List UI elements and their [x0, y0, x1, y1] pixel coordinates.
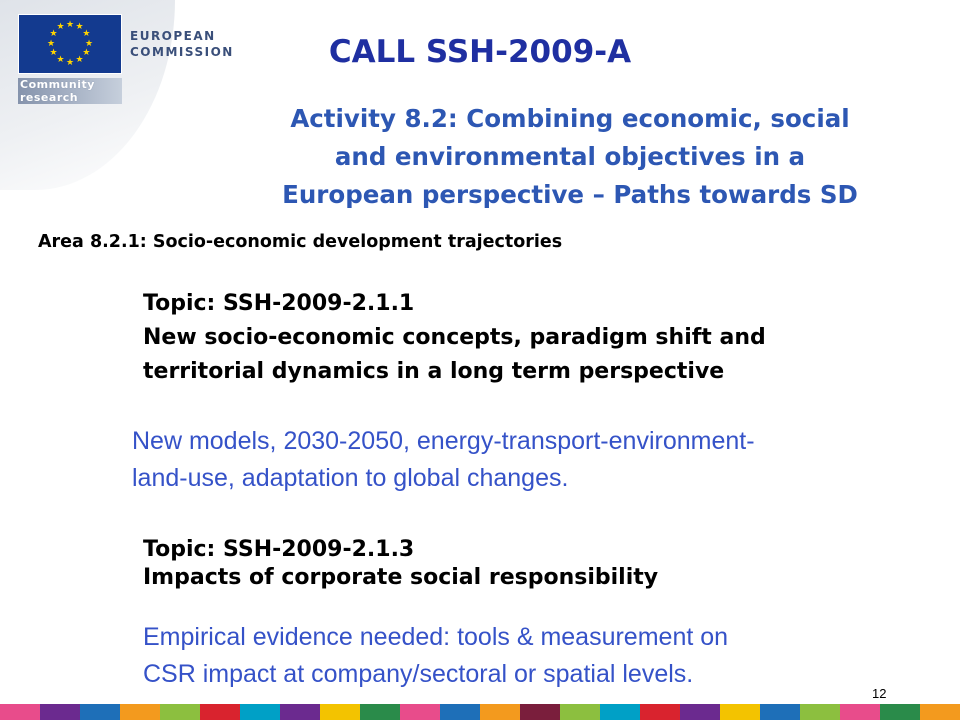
stripe-segment: [600, 704, 640, 720]
star-icon: ★: [65, 19, 75, 30]
stripe-segment: [480, 704, 520, 720]
stripe-segment: [680, 704, 720, 720]
stripe-segment: [520, 704, 560, 720]
star-icon: ★: [49, 29, 58, 39]
color-stripe-footer: [0, 704, 960, 720]
topic-2-title-line: Impacts of corporate social responsibility: [143, 565, 659, 590]
stripe-segment: [280, 704, 320, 720]
stripe-segment: [320, 704, 360, 720]
stripe-segment: [120, 704, 160, 720]
stripe-segment: [240, 704, 280, 720]
stripe-segment: [840, 704, 880, 720]
stripe-segment: [360, 704, 400, 720]
ec-logo: [18, 14, 234, 104]
subtitle-line: European perspective – Paths towards SD: [282, 180, 858, 209]
logo-line-1: EUROPEAN: [130, 29, 216, 43]
subtitle-line: and environmental objectives in a: [334, 142, 806, 171]
stripe-segment: [200, 704, 240, 720]
stripe-segment: [720, 704, 760, 720]
star-icon: ★: [82, 48, 91, 58]
topic-2-heading: [143, 533, 953, 595]
page-number: 12: [872, 686, 887, 701]
topic-1-desc-line: New models, 2030-2050, energy-transport-environment-: [132, 427, 755, 455]
slide-subtitle: [180, 100, 960, 214]
area-heading: Area 8.2.1: Socio-economic development trajectories: [38, 232, 563, 252]
topic-1-heading: [143, 287, 953, 389]
topic-2-description: [143, 619, 728, 693]
star-icon: ★: [82, 29, 91, 39]
topic-2-code: Topic: SSH-2009-2.1.3: [143, 537, 415, 562]
stripe-segment: [920, 704, 960, 720]
subtitle-line: Activity 8.2: Combining economic, social: [290, 104, 850, 133]
topic-2-desc-line: CSR impact at company/sectoral or spatial levels.: [143, 660, 694, 688]
topic-1-title-line: territorial dynamics in a long term perspective: [143, 359, 725, 384]
logo-subtitle: Community research: [18, 78, 122, 104]
topic-1-code: Topic: SSH-2009-2.1.1: [143, 291, 415, 316]
topic-1-desc-line: land-use, adaptation to global changes.: [132, 464, 569, 492]
logo-line-2: COMMISSION: [130, 45, 234, 59]
star-icon: ★: [75, 54, 84, 65]
star-icon: ★: [75, 22, 84, 33]
stripe-segment: [800, 704, 840, 720]
slide-title: CALL SSH-2009-A: [328, 34, 632, 70]
stripe-segment: [760, 704, 800, 720]
stripe-segment: [400, 704, 440, 720]
stripe-segment: [0, 704, 40, 720]
star-icon: ★: [56, 54, 65, 65]
star-icon: ★: [65, 57, 75, 68]
star-icon: ★: [84, 38, 94, 49]
stripe-segment: [560, 704, 600, 720]
topic-1-title-line: New socio-economic concepts, paradigm shift and: [143, 325, 766, 350]
stripe-segment: [440, 704, 480, 720]
star-icon: ★: [46, 38, 56, 49]
star-icon: ★: [49, 48, 58, 58]
stripe-segment: [880, 704, 920, 720]
eu-flag-icon: [18, 14, 122, 74]
star-icon: ★: [56, 22, 65, 33]
topic-1-description: [132, 423, 755, 497]
stripe-segment: [40, 704, 80, 720]
stripe-segment: [160, 704, 200, 720]
stripe-segment: [80, 704, 120, 720]
topic-2-desc-line: Empirical evidence needed: tools & measurement on: [143, 623, 729, 651]
stripe-segment: [640, 704, 680, 720]
